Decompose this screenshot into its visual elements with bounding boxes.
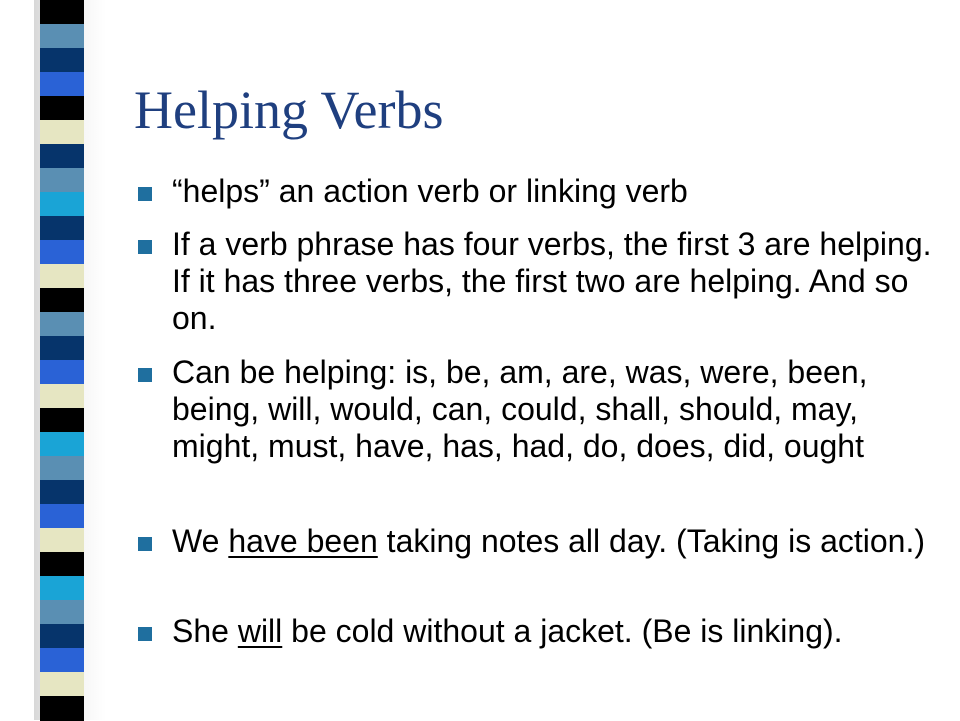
bullet-text <box>172 173 932 210</box>
stripe-block <box>40 432 84 457</box>
stripe-block <box>40 456 84 481</box>
bullet-text-segment: “helps” an action verb or linking verb <box>172 173 688 209</box>
bullet-text <box>172 354 932 465</box>
stripe-block <box>40 120 84 145</box>
decorative-stripe <box>40 0 84 720</box>
stripe-block <box>40 264 84 289</box>
bullet-text-segment: Can be helping: is, be, am, are, was, were, been, being, will, would, can, could, shall, should, may, might, must, have, has, had, do, does, did, ought <box>172 354 868 464</box>
stripe-block <box>40 96 84 121</box>
bullet-marker <box>138 240 152 254</box>
stripe-block <box>40 216 84 241</box>
stripe-block <box>40 504 84 529</box>
stripe-block <box>40 144 84 169</box>
bullet-text-segment: We <box>172 523 229 559</box>
stripe-block <box>40 192 84 217</box>
stripe-block <box>40 0 84 25</box>
stripe-block <box>40 240 84 265</box>
bullet-marker <box>138 368 152 382</box>
stripe-block <box>40 48 84 73</box>
bullet-text-segment: She <box>172 613 238 649</box>
stripe-block <box>40 384 84 409</box>
helping-verb-underlined: will <box>237 613 283 649</box>
stripe-block <box>40 288 84 313</box>
stripe-block <box>40 648 84 673</box>
bullet-text-segment: taking notes all day. (Taking is action.) <box>377 523 926 559</box>
bullet-text-segment: If a verb phrase has four verbs, the first 3 are helping. If it has three verbs, the first two are helping. And so on. <box>172 226 932 336</box>
bullet-text <box>172 523 932 560</box>
stripe-block <box>40 72 84 97</box>
bullet-text-segment: be cold without a jacket. (Be is linking). <box>282 613 843 649</box>
helping-verb-underlined: have been <box>228 523 378 559</box>
stripe-block <box>40 24 84 49</box>
stripe-block <box>40 600 84 625</box>
stripe-block <box>40 696 84 721</box>
bullet-marker <box>138 537 152 551</box>
stripe-block <box>40 528 84 553</box>
bullet-marker <box>138 187 152 201</box>
stripe-block <box>40 480 84 505</box>
stripe-block <box>40 624 84 649</box>
bullet-text <box>172 613 932 650</box>
stripe-block <box>40 576 84 601</box>
stripe-block <box>40 672 84 697</box>
stripe-block <box>40 408 84 433</box>
stripe-block <box>40 360 84 385</box>
stripe-block <box>40 168 84 193</box>
stripe-block <box>40 552 84 577</box>
bullet-marker <box>138 627 152 641</box>
bullet-text <box>172 226 932 337</box>
stripe-block <box>40 312 84 337</box>
stripe-block <box>40 336 84 361</box>
slide-title: Helping Verbs <box>134 80 444 140</box>
